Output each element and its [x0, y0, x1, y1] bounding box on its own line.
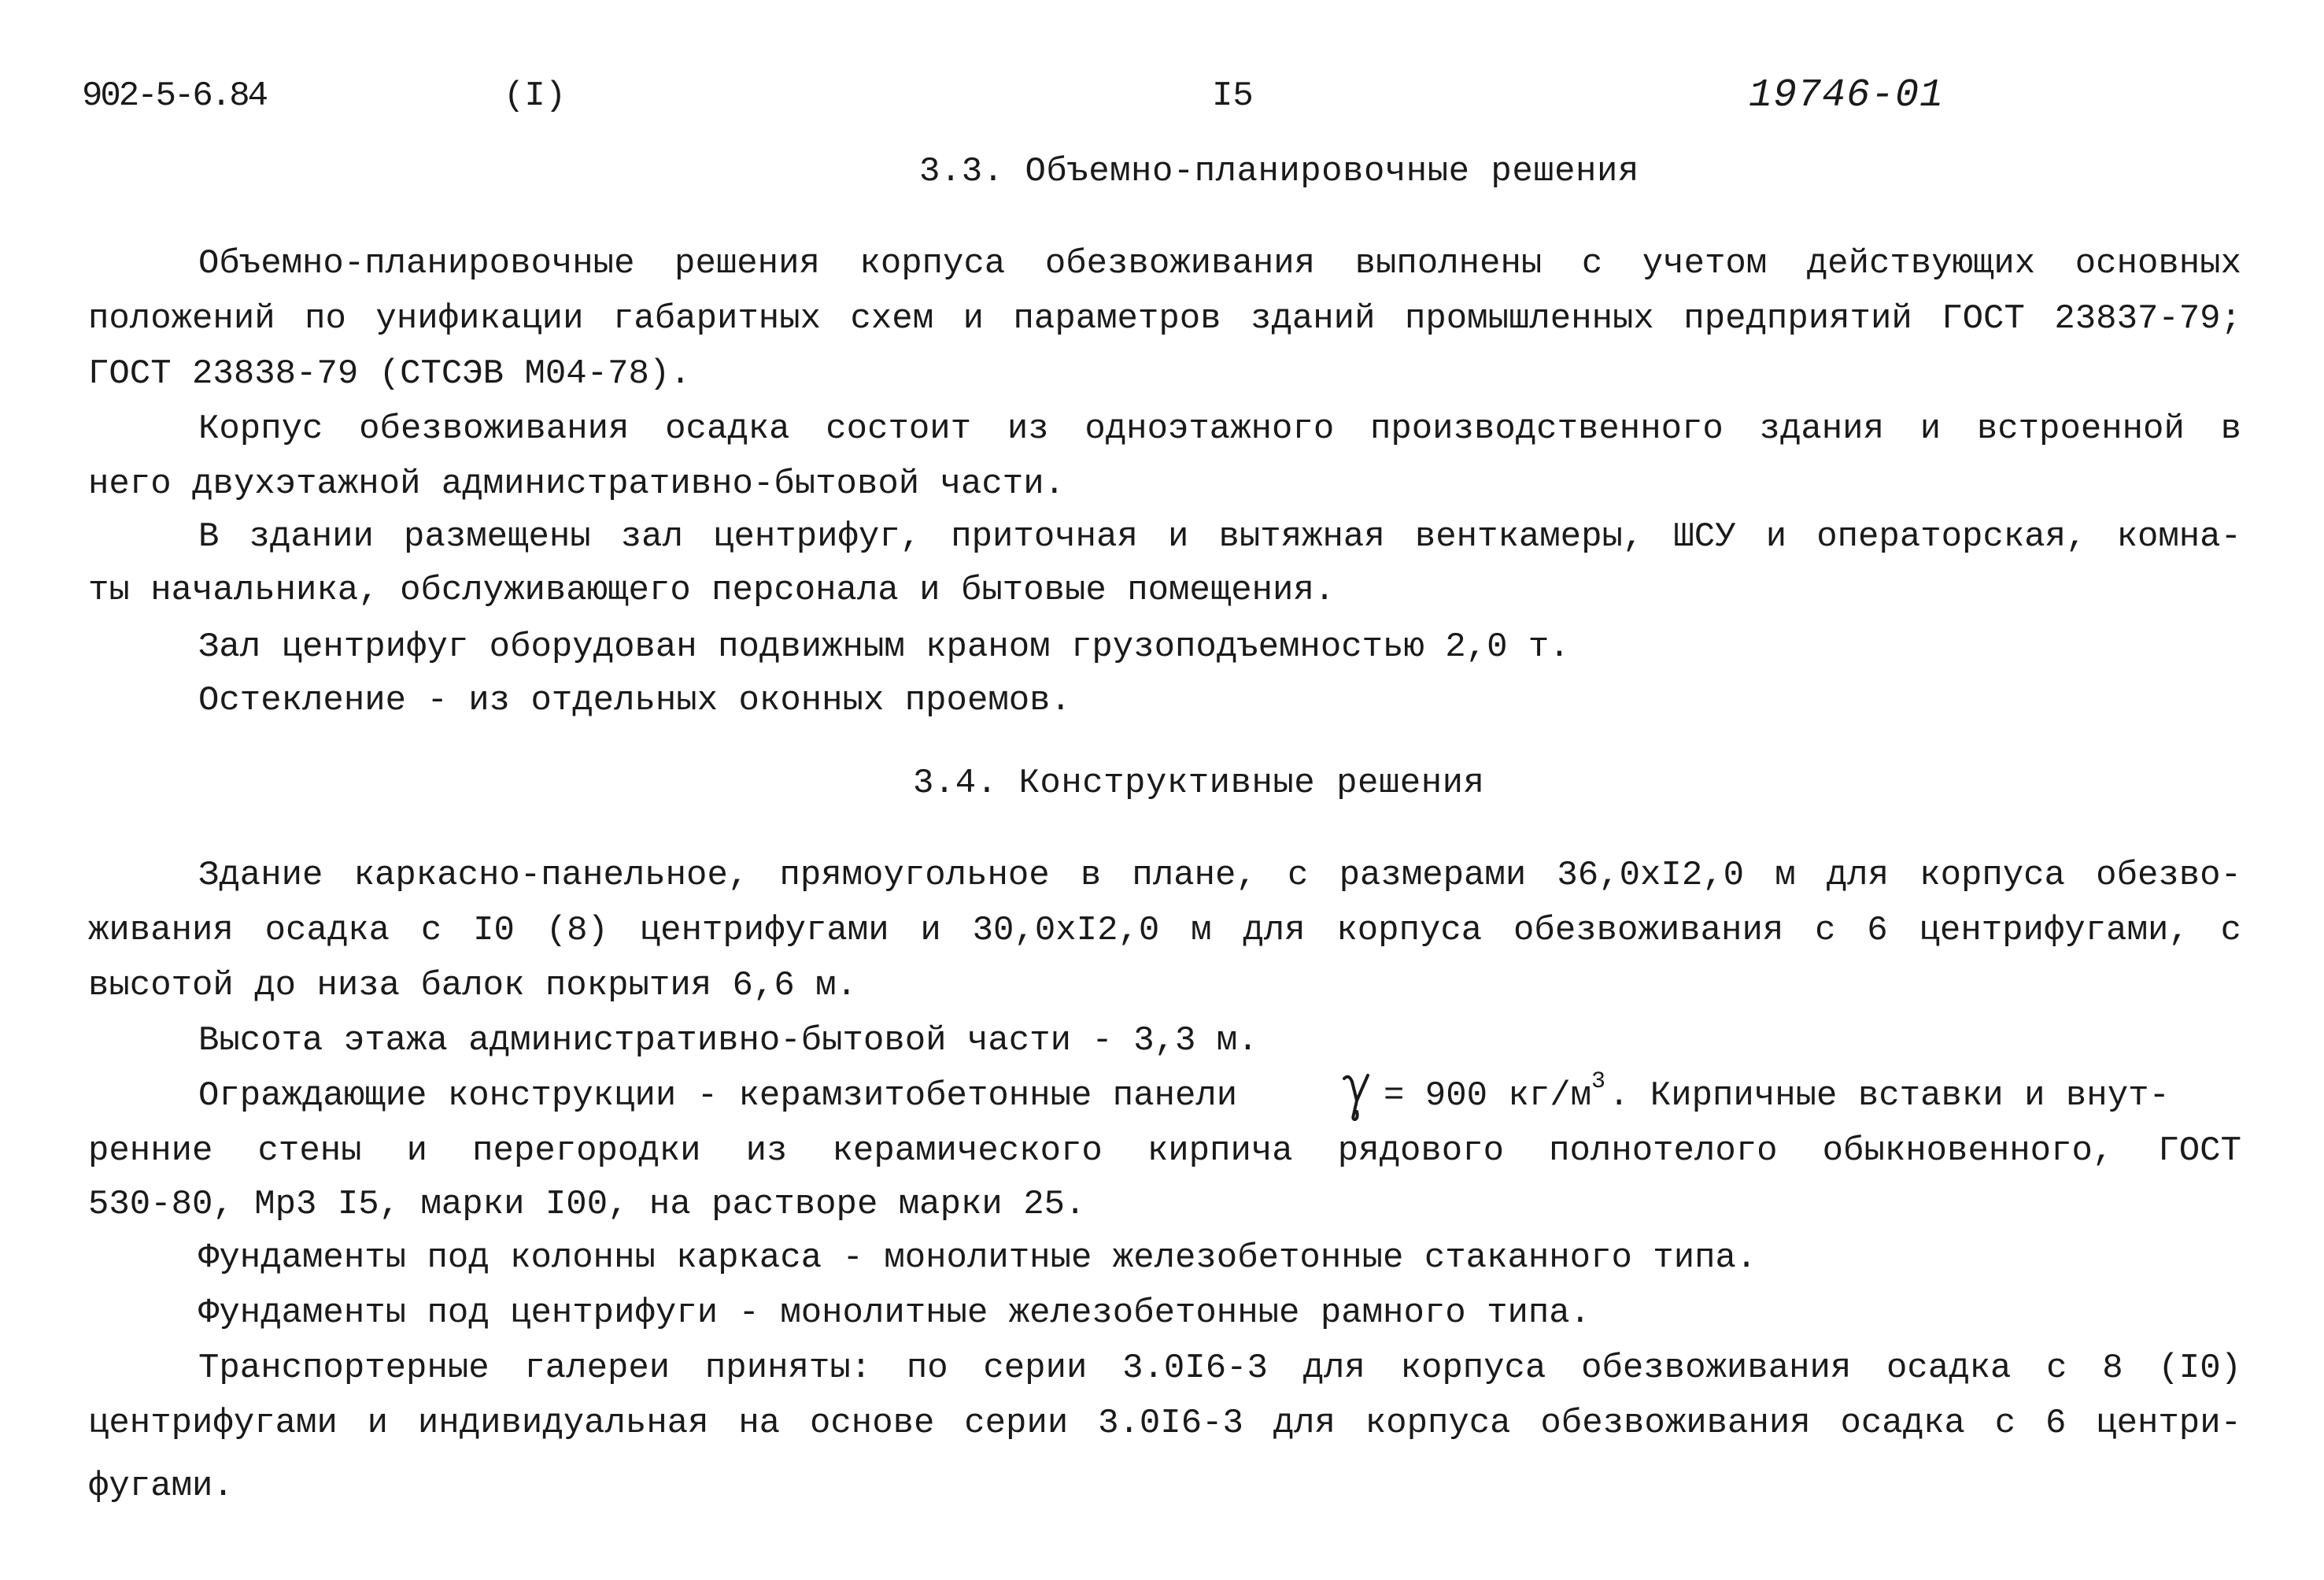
text-fragment: = 900 кг/м	[1384, 1076, 1592, 1116]
text-line: Зал центрифуг оборудован подвижным краном грузоподъемностью 2,0 т.	[198, 627, 1570, 667]
text-line: Корпус обезвоживания осадка состоит из одноэтажного производственного здания и встроенной в	[198, 409, 2241, 449]
text-line	[198, 1068, 2170, 1119]
page-number: I5	[1212, 76, 1254, 116]
part-number: (I)	[504, 76, 567, 116]
text-line: высотой до низа балок покрытия 6,6 м.	[88, 966, 857, 1005]
text-line: Объемно-планировочные решения корпуса обезвоживания выполнены с учетом действующих основных	[198, 244, 2241, 283]
text-line: Фундаменты под центрифуги - монолитные железобетонные рамного типа.	[198, 1293, 1591, 1333]
text-line: Фундаменты под колонны каркаса - монолитные железобетонные стаканного типа.	[198, 1238, 1757, 1278]
section-3-3-title: 3.3. Объемно-планировочные решения	[919, 152, 1639, 191]
text-fragment: . Кирпичные вставки и внут-	[1609, 1076, 2170, 1116]
text-line: фугами.	[88, 1467, 234, 1506]
document-code: 902-5-6.84	[82, 76, 267, 116]
gamma-symbol-icon	[1339, 1068, 1374, 1124]
text-line: положений по унификации габаритных схем и параметров зданий промышленных предприятий ГОСТ 23837-79;	[88, 299, 2241, 339]
section-3-4-title: 3.4. Конструктивные решения	[913, 764, 1485, 803]
text-line: 530-80, Мр3 I5, марки I00, на растворе марки 25.	[88, 1185, 1086, 1224]
text-line: Здание каркасно-панельное, прямоугольное в плане, с размерами 36,0хI2,0 м для корпуса обезво-	[198, 856, 2241, 895]
text-fragment: Ограждающие конструкции - керамзитобетонные панели	[198, 1076, 1238, 1116]
text-line: ты начальника, обслуживающего персонала и бытовые помещения.	[88, 571, 1336, 610]
text-line: живания осадка с I0 (8) центрифугами и 30,0хI2,0 м для корпуса обезвоживания с 6 центрифугами, с	[88, 911, 2241, 950]
text-line: центрифугами и индивидуальная на основе серии 3.0I6-3 для корпуса обезвоживания осадка с 6 центри-	[88, 1404, 2241, 1443]
superscript: 3	[1591, 1068, 1606, 1095]
text-line: него двухэтажной административно-бытовой части.	[88, 464, 1066, 504]
text-line: Остекление - из отдельных оконных проемов.	[198, 681, 1071, 720]
text-line: ГОСТ 23838-79 (СТСЭВ М04-78).	[88, 354, 691, 394]
text-line: В здании размещены зал центрифуг, приточная и вытяжная венткамеры, ШСУ и операторская, комна-	[198, 517, 2241, 557]
text-line: Высота этажа административно-бытовой части - 3,3 м.	[198, 1021, 1258, 1060]
inventory-number: 19746-01	[1749, 73, 1945, 118]
text-line: Транспортерные галереи приняты: по серии 3.0I6-3 для корпуса обезвоживания осадка с 8 (I0)	[198, 1349, 2241, 1388]
text-line: ренние стены и перегородки из керамического кирпича рядового полнотелого обыкновенного, ГОСТ	[88, 1131, 2241, 1171]
